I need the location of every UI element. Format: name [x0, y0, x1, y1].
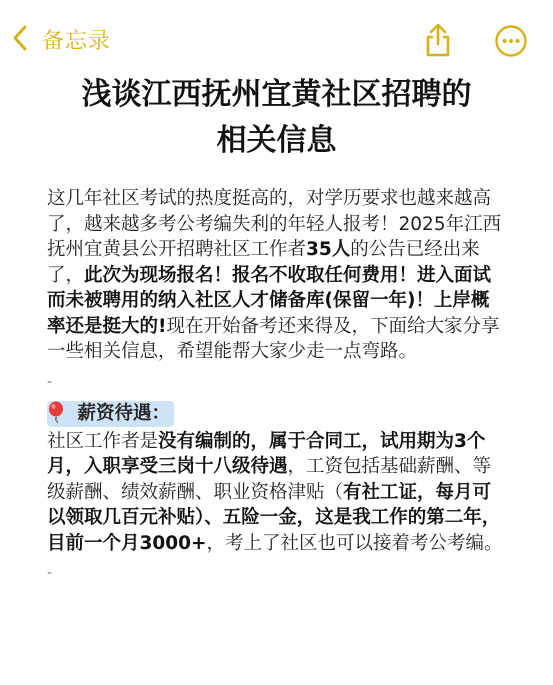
- back-label: 备忘录: [42, 29, 112, 54]
- intro-text-3: 现在开始备考还来得及，下面给大家分享一些相关信息，希望能帮大家少走一点弯路。: [47, 315, 500, 362]
- salary-highlight-2: 有社工证，每月可以领取几百元补贴）、五险一金，这是我工作的第二年，目前一个月3000+: [47, 481, 501, 554]
- title-line-1: 浅谈江西抚州宜黄社区招聘的: [81, 77, 472, 112]
- note-body[interactable]: [47, 186, 507, 588]
- intro-count: 35人: [306, 239, 351, 260]
- balloon-icon: [47, 403, 77, 424]
- section-heading-label: 薪资待遇：: [77, 402, 170, 424]
- salary-highlight-1: 没有编制的，属于合同工，试用期为3个月，入职享受三岗十八级待遇: [47, 430, 486, 477]
- back-button[interactable]: [12, 24, 111, 55]
- intro-highlight: 此次为现场报名！报名不收取任何费用！进入面试而未被聘用的纳入社区人才储备库(保留一年)！上岸概率还是挺大的!: [47, 264, 492, 337]
- intro-text-1: 这几年社区考试的热度挺高的，对学历要求也越来越高了，越来越多考公考编失利的年轻人报考！2025年江西抚州宜黄县公开招聘社区工作者: [47, 188, 502, 260]
- share-icon: [420, 43, 456, 62]
- intro-paragraph: [47, 186, 507, 365]
- title-line-2: 相关信息: [216, 123, 337, 158]
- share-button[interactable]: [420, 22, 456, 58]
- salary-paragraph: [47, 429, 507, 557]
- salary-text-2: ，工资包括基础薪酬、等级薪酬、绩效薪酬、职业资格津贴（: [47, 456, 492, 503]
- section-heading: [47, 401, 174, 427]
- note-title: [40, 72, 513, 164]
- more-icon: [494, 43, 528, 62]
- separator-2: -: [47, 565, 53, 581]
- separator: -: [47, 373, 53, 390]
- salary-text-3: ，考上了社区也可以接着考公考编。: [206, 532, 503, 554]
- nav-bar: [0, 0, 553, 80]
- salary-text-1: 社区工作者是: [47, 430, 159, 452]
- intro-text-2: 的公告已经出来了，: [47, 239, 480, 286]
- chevron-left-icon: [12, 25, 28, 55]
- more-button[interactable]: [494, 24, 528, 58]
